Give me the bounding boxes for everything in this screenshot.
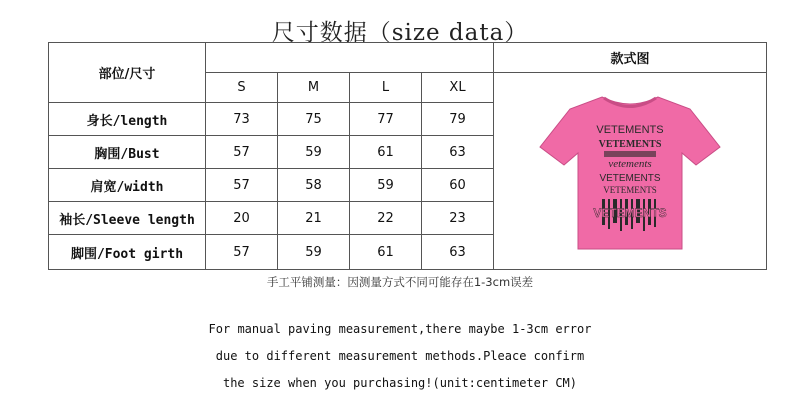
product-image-cell: [494, 73, 767, 270]
row-label-foot-girth: 脚围/Foot girth: [49, 235, 206, 270]
cell-sleeve-s: 20: [206, 202, 278, 235]
cell-length-xl: 79: [422, 103, 494, 136]
cell-length-m: 75: [278, 103, 350, 136]
cell-foot-m: 59: [278, 235, 350, 270]
size-header-m: M: [278, 73, 350, 103]
page-title: 尺寸数据（size data）: [271, 20, 529, 46]
cell-sleeve-m: 21: [278, 202, 350, 235]
row-label-length: 身长/length: [49, 103, 206, 136]
size-header-xl: XL: [422, 73, 494, 103]
cell-bust-xl: 63: [422, 136, 494, 169]
size-header-l: L: [350, 73, 422, 103]
print-text-3: vetements: [608, 158, 652, 170]
cell-width-xl: 60: [422, 169, 494, 202]
cell-bust-l: 61: [350, 136, 422, 169]
cell-foot-s: 57: [206, 235, 278, 270]
size-header-s: S: [206, 73, 278, 103]
note-chinese: 手工平铺测量：因测量方式不同可能存在1-3cm误差: [266, 275, 534, 289]
cell-bust-m: 59: [278, 136, 350, 169]
tshirt-image: [532, 85, 728, 257]
image-header: 款式图: [494, 43, 767, 73]
cell-sleeve-xl: 23: [422, 202, 494, 235]
row-label-sleeve: 袖长/Sleeve length: [49, 202, 206, 235]
cell-width-l: 59: [350, 169, 422, 202]
print-text-2: VETEMENTS: [598, 139, 662, 150]
cell-length-l: 77: [350, 103, 422, 136]
cell-foot-xl: 63: [422, 235, 494, 270]
row-label-width: 肩宽/width: [49, 169, 206, 202]
print-text-5: VETEMENTS: [603, 185, 657, 195]
corner-header: 部位/尺寸: [49, 43, 206, 103]
cell-width-s: 57: [206, 169, 278, 202]
print-text-4: VETEMENTS: [599, 173, 661, 184]
cell-width-m: 58: [278, 169, 350, 202]
print-text-1: VETEMENTS: [596, 124, 664, 136]
size-table: [48, 42, 767, 270]
sizes-group-header: [206, 43, 494, 73]
tshirt-icon: [532, 85, 728, 257]
cell-sleeve-l: 22: [350, 202, 422, 235]
note-english-line-2: due to different measurement methods.Pleace confirm: [215, 349, 585, 363]
cell-foot-l: 61: [350, 235, 422, 270]
note-english-line-3: the size when you purchasing!(unit:centimeter CM): [222, 376, 577, 390]
print-text-6: VETEMENTS: [593, 206, 667, 220]
cell-length-s: 73: [206, 103, 278, 136]
cell-bust-s: 57: [206, 136, 278, 169]
row-label-bust: 胸围/Bust: [49, 136, 206, 169]
note-english-line-1: For manual paving measurement,there maybe 1-3cm error: [208, 322, 592, 336]
